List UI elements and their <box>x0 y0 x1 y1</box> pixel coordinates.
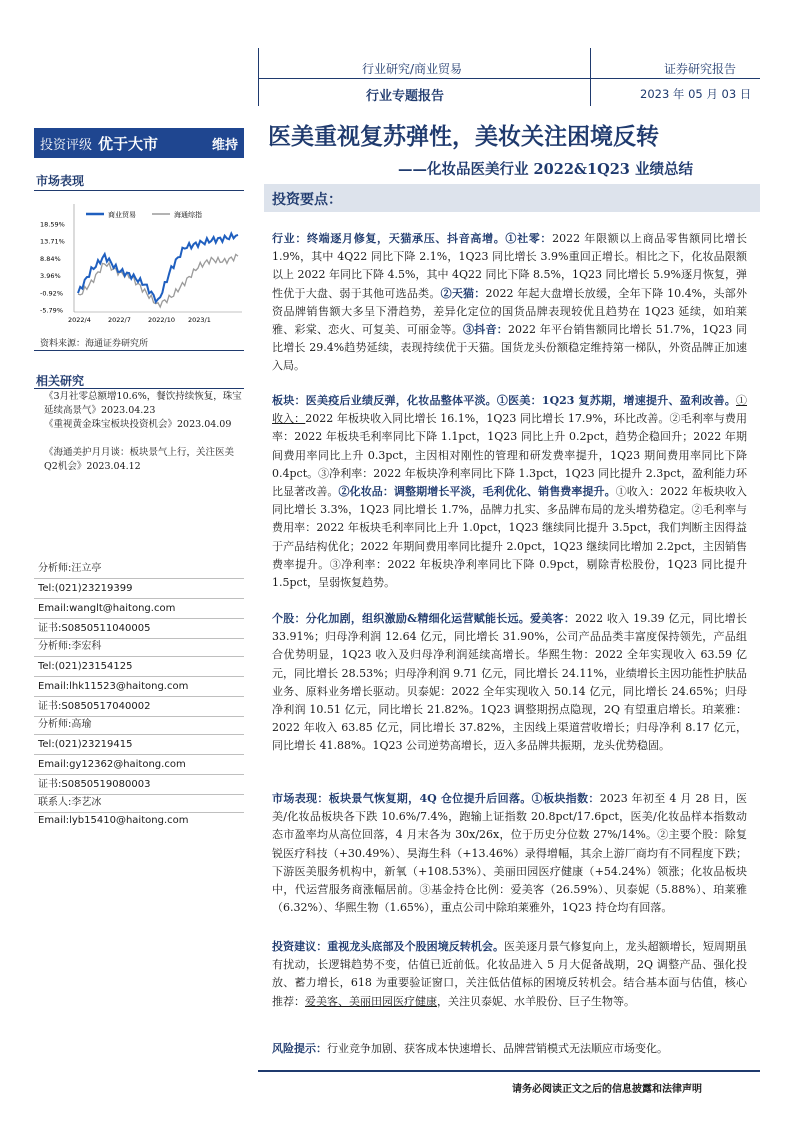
analyst-tel: Tel:(021)23219415 <box>38 739 133 750</box>
analyst-rule <box>34 716 244 717</box>
analyst-tel: Tel:(021)23219399 <box>38 583 133 594</box>
paragraph-risk <box>272 1040 747 1058</box>
para-text: 2022 收入 19.39 亿元，同比增长 33.91%；归母净利润 12.64 亿元，同比增长 31.90%，公司产品品类丰富度保持领先，产品组合优势明显，1Q23 收入及归母净利润延续高增长。华熙生物：2022 全年实现收入 63.59 亿元，同比增长 28.53%；归母净利润 9.71 亿元，同比增长 24.11%，业绩增长主因功能性护肤品业务、原料业务增长驱动。贝泰妮：2022 全年实现收入 50.14 亿元，同比增长 24.65%；归母净利润 10.51 亿元，同比增长 21.82%。1Q23 调整期拐点隐现，2Q 有望重启增长。珀莱雅：2022 年收入 63.85 亿元，同比增长 37.82%，主因线上渠道营收增长；归母净利 8.17 亿元，同比增长 41.88%。1Q23 公司逆势高增长，迈入多品牌共振期，龙头优势稳固。 <box>272 612 747 753</box>
header-divider <box>258 48 259 106</box>
x-tick-label: 2022/7 <box>108 316 131 324</box>
y-tick-label: 18.59% <box>40 220 65 229</box>
header-category: 行业研究/商业贸易 <box>362 62 463 76</box>
related-item[interactable]: 《海通美护月月谈：板块景气上行，关注医美Q2机会》2023.04.12 <box>44 447 235 472</box>
points-heading: 投资要点： <box>272 192 342 208</box>
footer-disclaimer: 请务必阅读正文之后的信息披露和法律声明 <box>512 1084 702 1095</box>
rating-status: 维持 <box>211 137 238 153</box>
analyst-email[interactable]: Email:wanglt@haitong.com <box>38 603 176 614</box>
rating-bar <box>34 128 244 158</box>
points-heading-bar <box>264 184 760 212</box>
para-lead: ②化妆品：调整期增长平淡，毛利优化、销售费率提升。 <box>338 485 616 499</box>
related-item[interactable]: 《重视黄金珠宝板块投资机会》2023.04.09 <box>44 419 232 430</box>
legend-label-2: 海通综指 <box>174 211 202 219</box>
header-rule <box>590 78 760 79</box>
para-lead: ②天猫： <box>440 286 486 300</box>
para-text: 2023 年初至 4 月 28 日，医美/化妆品板块各下跌 10.6%/7.4%，跑输上证指数 20.8pct/17.6pct，医美/化妆品样本指数动态市盈率均从高位回落，4 月末各为 30x/26x，位于历史分位数 27%/14%。②主要个股：除复锐医疗科技（+30.49%）、昊海生科（+13.46%）录得增幅，其余上游厂商均有不同程度下跌；下游医美服务机构中，新氧（+108.53%）、美丽田园医疗健康（+54.24%）领涨；化妆品板块中，代运营服务商涨幅居前。③基金持仓比例：爱美客（26.59%）、贝泰妮（5.88%）、珀莱雅（6.32%）、华熙生物（1.65%），重点公司中除珀莱雅外，1Q23 持仓均有回落。 <box>272 792 747 915</box>
header-rule <box>258 78 590 79</box>
y-tick-label: 8.84% <box>40 254 61 263</box>
section-rule <box>34 388 244 389</box>
analyst-rule <box>34 656 244 657</box>
market-heading: 市场表现 <box>36 174 85 188</box>
y-tick-label: 3.96% <box>40 272 61 281</box>
analyst-rule <box>34 578 244 579</box>
analyst-cert: 证书:S0850517040002 <box>38 701 151 712</box>
para-lead: 投资建议：重视龙头底部及个股困境反转机会。 <box>272 940 504 953</box>
header-date: 2023 年 05 月 03 日 <box>640 87 752 101</box>
x-tick-label: 2022/10 <box>148 316 176 324</box>
y-tick-label: -5.79% <box>40 306 63 315</box>
para-text: 医美逐月景气修复向上，龙头超额增长，短周期虽有扰动，长逻辑趋势不变，估值已近前低。化妆品进入 5 月大促备战期，2Q 调整产品、强化投放、蓄力增长，618 为重要验证窗口，关注低估值标的困境反转机会。结合基本面与估值，核心推荐： <box>272 940 747 1008</box>
report-subtitle: ——化妆品医美行业 2022&1Q23 业绩总结 <box>398 161 693 178</box>
footer-rule <box>258 1070 760 1072</box>
para-text: 2022 年限额以上商品零售额同比增长 1.9%，其中 4Q22 同比下降 2.1%，1Q23 同比增长 3.9%重回正增长。相比之下，化妆品限额以上 2022 年同比下降 4.5%，其中 4Q22 同比下降 8.5%，1Q23 同比增长 5.9%逐月恢复，弹性优于大盘、弱于其他可选品类。 <box>272 232 747 300</box>
analyst-rule <box>34 754 244 755</box>
market-chart <box>38 200 244 332</box>
analyst-rule <box>34 696 244 697</box>
analyst-rule <box>34 676 244 677</box>
para-lead: 个股：分化加剧，组织激励&精细化运营赋能长远。爱美客： <box>272 612 576 625</box>
related-item[interactable]: 《3月社零总额增10.6%，餐饮持续恢复，珠宝延续高景气》2023.04.23 <box>44 391 242 416</box>
recommended-stocks[interactable]: 爱美客、美丽田园医疗健康 <box>305 994 437 1008</box>
analyst-rule <box>34 734 244 735</box>
related-heading: 相关研究 <box>36 374 85 388</box>
analyst-cert: 证书:S0850511040005 <box>38 623 151 634</box>
analyst-rule <box>34 638 244 639</box>
header-subtype: 行业专题报告 <box>366 89 445 104</box>
report-title: 医美重视复苏弹性，美妆关注困境反转 <box>268 123 659 150</box>
x-tick-label: 2022/4 <box>68 316 91 324</box>
analyst-rule <box>34 598 244 599</box>
paragraph-sector <box>272 392 747 592</box>
analyst-email[interactable]: Email:gy12362@haitong.com <box>38 759 186 770</box>
para-lead: 板块：医美疫后业绩反弹，化妆品整体平淡。①医美：1Q23 复苏期，增速提升、盈利改善。 <box>272 394 736 407</box>
paragraph-market <box>272 790 747 917</box>
analyst-rule <box>34 794 244 795</box>
para-text: 2022 年起大盘增长放缓，全年下降 10.4%，头部外资品牌销售额大多呈下滑趋势，差异化定位的国货品牌表现较优且趋势在 1Q23 延续，如珀莱雅、彩棠、恋火、可复美、可丽金等。 <box>272 286 748 337</box>
analyst-email[interactable]: Email:lhk11523@haitong.com <box>38 681 189 692</box>
x-tick-label: 2023/1 <box>188 316 211 324</box>
analyst-rule <box>34 774 244 775</box>
para-text: ①收入：2022 年板块收入同比增长 3.3%，1Q23 同比增长 1.7%，品牌力扎实、多品牌布局的龙头增势稳定。②毛利率与费用率：2022 年板块毛利率同比上升 1.0pct，1Q23 继续同比提升 3.5pct，我们判断主因得益于产品结构优化；2022 年期间费用率同比提升 2.0pct，1Q23 继续同比增加 2.2pct，主因销售费率提升。③净利率：2022 年板块净利率同比下降 0.9pct，剔除青松股份，1Q23 同比提升 1.5pct，呈弱恢复趋势。 <box>272 485 747 590</box>
header-report-type: 证券研究报告 <box>664 62 737 76</box>
contact-email[interactable]: Email:lyb15410@haitong.com <box>38 815 189 826</box>
analyst-name: 分析师:汪立亭 <box>38 563 102 574</box>
analyst-cert: 证书:S0850519080003 <box>38 779 151 790</box>
rating-value: 优于大市 <box>98 134 159 153</box>
para-text: 2022 年板块收入同比增长 16.1%，1Q23 同比增长 17.9%，环比改善。②毛利率与费用率：2022 年板块毛利率同比下降 1.1pct，1Q23 同比上升 0.2pct，趋势企稳回升；2022 年期间费用率同比上升 0.3pct，主因相对刚性的管理和研发费率提升，1Q23 期间费用率同比下降 0.4pct。③净利率：2022 年板块净利率同比下降 1.3pct，1Q23 同比提升 2.3pct，盈利能力环比显著改善。 <box>272 412 748 499</box>
analyst-tel: Tel:(021)23154125 <box>38 661 133 672</box>
paragraph-stocks <box>272 610 747 756</box>
section-rule <box>34 350 244 351</box>
analyst-rule <box>34 812 244 813</box>
analyst-rule <box>34 618 244 619</box>
para-text: ①收入： <box>272 394 747 426</box>
para-text: ，关注贝泰妮、水羊股份、巨子生物等。 <box>437 994 635 1008</box>
paragraph-industry <box>272 230 747 376</box>
para-lead: 风险提示： <box>272 1042 327 1055</box>
section-rule <box>34 190 244 191</box>
header-divider <box>590 48 591 106</box>
para-lead: 市场表现：板块景气恢复期，4Q 仓位提升后回落。①板块指数： <box>272 792 600 805</box>
para-text: 2022 年平台销售额同比增长 51.7%，1Q23 同比增长 29.4%趋势延续，表现持续优于天猫。国货龙头份额稳定维持第一梯队，外资品牌正加速入局。 <box>272 323 748 373</box>
legend-label-1: 商业贸易 <box>108 211 136 219</box>
para-text: 行业竞争加剧、获客成本快速增长、品牌营销模式无法顺应市场变化。 <box>327 1042 668 1055</box>
y-tick-label: -0.92% <box>40 289 63 298</box>
y-tick-label: 13.71% <box>40 237 65 246</box>
analyst-name: 分析师:李宏科 <box>38 641 102 652</box>
para-lead: ③抖音： <box>463 323 508 337</box>
paragraph-advice <box>272 938 747 1011</box>
para-lead: 行业：终端逐月修复，天猫承压、抖音高增。①社零： <box>272 232 553 245</box>
contact-name: 联系人:李艺冰 <box>38 797 102 808</box>
rating-label: 投资评级 <box>40 137 93 153</box>
chart-source: 资料来源：海通证券研究所 <box>40 339 149 349</box>
analyst-name: 分析师:高瑜 <box>38 719 92 730</box>
